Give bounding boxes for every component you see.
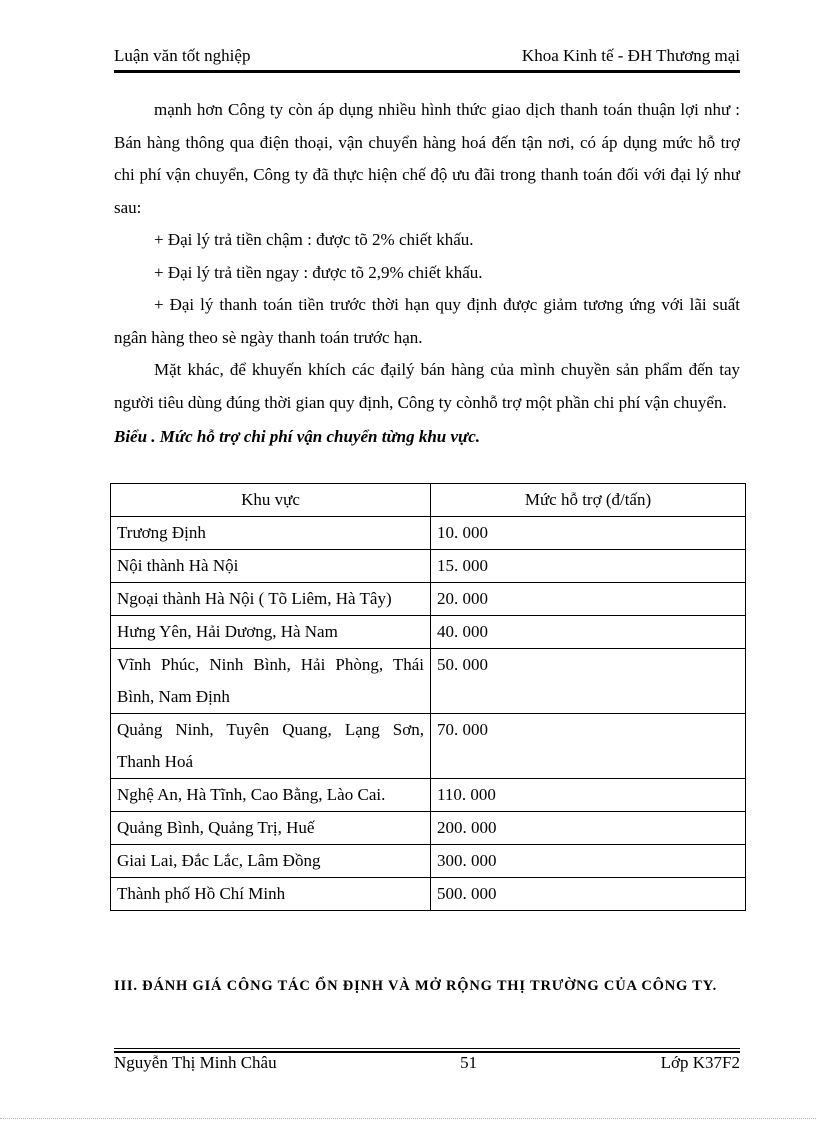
table-row (111, 845, 746, 878)
cell-area: Quảng Ninh, Tuyên Quang, Lạng Sơn, Thanh Hoá (111, 714, 431, 779)
table-row (111, 550, 746, 583)
table-row (111, 878, 746, 911)
cell-area: Quảng Bình, Quảng Trị, Huế (111, 812, 431, 845)
cell-support: 15. 000 (431, 550, 746, 583)
header-rule (114, 72, 740, 73)
table-row (111, 616, 746, 649)
footer-class: Lớp K37F2 (660, 1053, 740, 1072)
paragraph: Mặt khác, để khuyến khích các đạilý bán hàng của mình chuyền sản phẩm đến tay người tiêu dùng đúng thời gian quy định, Công ty cònhỗ trợ một phần chi phí vận chuyển. (114, 360, 740, 412)
table-row (111, 812, 746, 845)
paragraph: mạnh hơn Công ty còn áp dụng nhiều hình thức giao dịch thanh toán thuận lợi như : Bán hàng thông qua điện thoại, vận chuyển hàng hoá đến tận nơi, có áp dụng mức hỗ trợ chi phí vận chuyển, Công ty đã thực hiện chế độ ưu đãi trong thanh toán đối với đại lý như sau: (114, 100, 740, 217)
page-header (114, 46, 740, 72)
table-row (111, 517, 746, 550)
footer-author: Nguyễn Thị Minh Châu (114, 1053, 277, 1072)
header-right-title: Khoa Kinh tế - ĐH Thương mại (521, 46, 740, 65)
cell-area: Ngoại thành Hà Nội ( Tõ Liêm, Hà Tây) (111, 583, 431, 616)
header-left-title: Luận văn tốt nghiệp (114, 46, 251, 65)
column-header-area: Khu vực (111, 484, 431, 517)
cell-area: Vĩnh Phúc, Ninh Bình, Hải Phòng, Thái Bình, Nam Định (111, 649, 431, 714)
table-row (111, 649, 746, 714)
cell-support: 50. 000 (431, 649, 746, 714)
cell-support: 20. 000 (431, 583, 746, 616)
bullet-item: + Đại lý trả tiền chậm : được tõ 2% chiết khấu. (154, 230, 474, 249)
cell-area: Nghệ An, Hà Tĩnh, Cao Bằng, Lào Cai. (111, 779, 431, 812)
body-text (114, 94, 740, 454)
support-cost-table (110, 483, 746, 911)
table-body (111, 517, 746, 911)
column-header-support: Mức hỗ trợ (đ/tấn) (431, 484, 746, 517)
page-edge-rule (0, 1118, 816, 1119)
cell-support: 70. 000 (431, 714, 746, 779)
table-header-row (111, 484, 746, 517)
page-footer (114, 1053, 740, 1073)
bullet-item: + Đại lý thanh toán tiền trước thời hạn quy định được giảm tương ứng với lãi suất ngân hàng theo sè ngày thanh toán trước hạn. (114, 295, 740, 347)
bullet-item: + Đại lý trả tiền ngay : được tõ 2,9% chiết khấu. (154, 262, 483, 282)
cell-area: Nội thành Hà Nội (111, 550, 431, 583)
cell-support: 40. 000 (431, 616, 746, 649)
footer-rule (114, 1048, 740, 1049)
table-row (111, 583, 746, 616)
table-caption: Biểu . Mức hỗ trợ chi phí vận chuyển từng khu vực. (114, 427, 481, 446)
cell-support: 110. 000 (431, 779, 746, 812)
cell-support: 10. 000 (431, 517, 746, 550)
table-row (111, 714, 746, 779)
cell-support: 200. 000 (431, 812, 746, 845)
cell-area: Thành phố Hồ Chí Minh (111, 878, 431, 911)
table-row (111, 779, 746, 812)
page-number: 51 (460, 1053, 478, 1072)
section-title: III. ĐÁNH GIÁ CÔNG TÁC ỔN ĐỊNH VÀ MỞ RỘNG THỊ TRƯỜNG CỦA CÔNG TY. (114, 978, 718, 994)
cell-area: Trương Định (111, 517, 431, 550)
cell-area: Hưng Yên, Hải Dương, Hà Nam (111, 616, 431, 649)
cell-area: Giai Lai, Đắc Lắc, Lâm Đồng (111, 845, 431, 878)
cell-support: 300. 000 (431, 845, 746, 878)
cell-support: 500. 000 (431, 878, 746, 911)
